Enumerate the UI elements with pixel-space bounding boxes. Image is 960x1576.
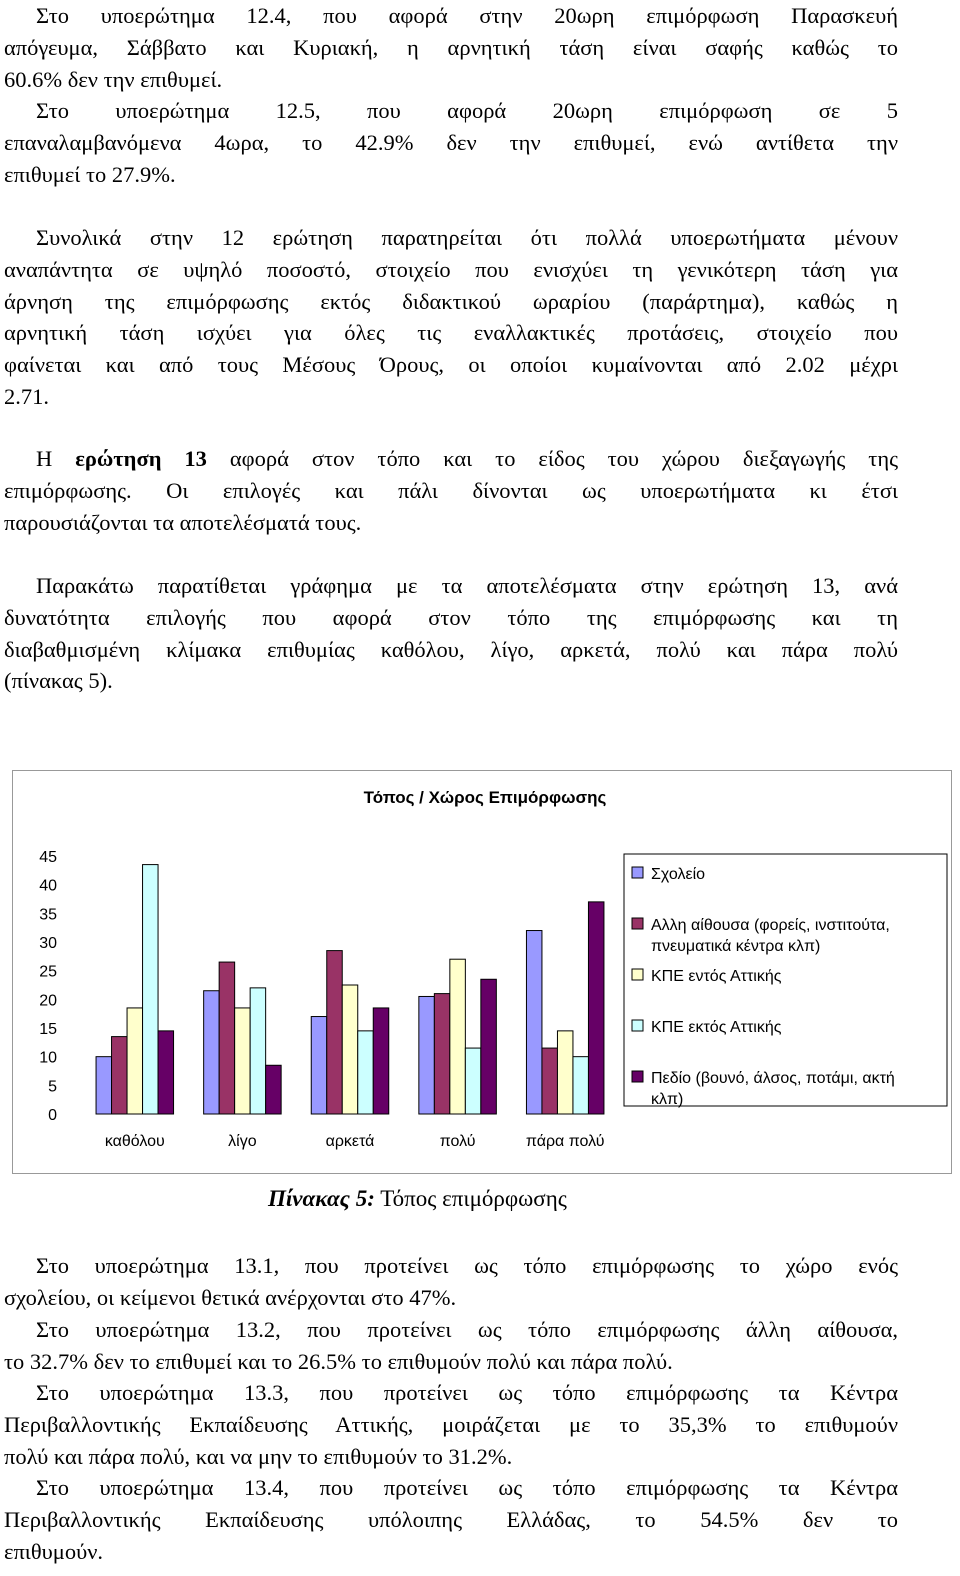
text-line: Παρακάτω παρατίθεται γράφημα με τα αποτελέσματα στην ερώτηση 13, ανά	[36, 573, 898, 598]
text-line: Στο υποερώτημα 13.3, που προτείνει ως τόπο επιμόρφωσης τα Κέντρα	[36, 1380, 898, 1405]
bar	[250, 988, 266, 1114]
text-line: Στο υποερώτημα 12.5, που αφορά 20ωρη επιμόρφωση σε 5	[36, 98, 898, 123]
bar	[450, 959, 466, 1114]
chart-title: Τόπος / Χώρος Επιμόρφωσης	[363, 788, 607, 807]
text-line: παρουσιάζονται τα αποτελέσματά τους.	[4, 509, 362, 535]
bar	[96, 1057, 112, 1114]
y-tick-label: 45	[39, 849, 57, 866]
bar-chart	[13, 771, 951, 1173]
bar	[526, 931, 542, 1114]
legend-swatch	[632, 918, 643, 929]
bar	[311, 1017, 327, 1114]
x-tick-label: αρκετά	[325, 1133, 375, 1150]
text-line: Στο υποερώτημα 13.2, που προτείνει ως τόπο επιμόρφωσης άλλη αίθουσα,	[36, 1317, 898, 1342]
text-line: 2.71.	[4, 383, 49, 409]
bold-text: ερώτηση 13	[75, 446, 207, 471]
text-line: Περιβαλλοντικής Εκπαίδευσης υπόλοιπης Ελλάδας, το 54.5% δεν το	[4, 1506, 898, 1532]
text-line: επιθυμούν.	[4, 1538, 104, 1564]
x-tick-label: πάρα πολύ	[525, 1133, 605, 1150]
legend-swatch	[632, 1020, 643, 1031]
x-tick-label: πολύ	[439, 1133, 476, 1150]
y-tick-label: 30	[39, 935, 57, 952]
legend-swatch	[632, 969, 643, 980]
bar	[127, 1008, 143, 1114]
bar	[588, 902, 604, 1114]
text-line: Η ερώτηση 13 αφορά στον τόπο και το είδος του χώρου διεξαγωγής της	[36, 446, 899, 471]
bar	[434, 994, 450, 1114]
y-tick-label: 10	[39, 1049, 57, 1067]
chart-frame	[12, 770, 952, 1174]
paragraph-12-4	[4, 0, 898, 95]
legend-label: Σχολείο	[651, 866, 706, 883]
legend-label: Πεδίο (βουνό, άλσος, ποτάμι, ακτή	[651, 1070, 895, 1087]
y-tick-label: 15	[39, 1021, 57, 1038]
text-line: άρνηση της επιμόρφωσης εκτός διδακτικού ωραρίου (παράρτημα), καθώς η	[4, 288, 898, 314]
legend-swatch	[632, 867, 643, 878]
y-tick-label: 20	[39, 992, 57, 1010]
bar	[219, 962, 235, 1114]
y-tick-label: 25	[39, 963, 57, 981]
legend-label: πνευματικά κέντρα κλπ)	[651, 938, 821, 955]
text-line: επιμόρφωσης. Οι επιλογές και πάλι δίνονται ως υποερωτήματα κι έτσι	[4, 477, 898, 503]
bar	[342, 985, 358, 1114]
paragraph-question-13	[4, 443, 898, 538]
table-caption	[268, 1186, 567, 1212]
text-line: Στο υποερώτημα 12.4, που αφορά στην 20ωρη επιμόρφωση Παρασκευή	[36, 3, 898, 28]
y-tick-label: 40	[39, 877, 57, 895]
text-line: επαναλαμβανόμενα 4ωρα, το 42.9% δεν την επιθυμεί, ενώ αντίθετα την	[4, 129, 898, 155]
caption-label: Πίνακας 5:	[268, 1186, 375, 1211]
text-line: Περιβαλλοντικής Εκπαίδευσης Αττικής, μοιράζεται με το 35,3% το επιθυμούν	[4, 1411, 898, 1437]
legend-swatch	[632, 1071, 643, 1082]
paragraph-13-4	[4, 1472, 898, 1567]
bar	[481, 979, 497, 1114]
text-line: φαίνεται και από τους Μέσους Όρους, οι οποίοι κυμαίνονται από 2.02 μέχρι	[4, 352, 898, 378]
text-line: αναπάντητα σε υψηλό ποσοστό, στοιχείο που ενισχύει τη γενικότερη τάση για	[4, 256, 898, 282]
bar	[235, 1008, 251, 1114]
y-tick-label: 5	[48, 1078, 57, 1096]
paragraph-summary-12	[4, 222, 898, 413]
bar	[327, 951, 343, 1114]
bar	[158, 1031, 174, 1114]
text-line: πολύ και πάρα πολύ, και να μην το επιθυμούν το 31.2%.	[4, 1443, 513, 1469]
bar	[358, 1031, 374, 1114]
paragraph-chart-intro	[4, 570, 898, 697]
paragraph-12-5	[4, 95, 898, 190]
paragraph-13-2	[4, 1314, 898, 1378]
text-line: αρνητική τάση ισχύει για όλες τις εναλλακτικές προτάσεις, στοιχείο που	[4, 320, 898, 346]
bar	[204, 991, 220, 1114]
y-tick-label: 0	[48, 1107, 57, 1124]
bar	[143, 865, 159, 1114]
y-tick-label: 35	[39, 906, 57, 924]
legend-label: ΚΠΕ εντός Αττικής	[651, 968, 782, 985]
paragraph-13-3	[4, 1377, 898, 1472]
bar	[573, 1057, 589, 1114]
legend-label: κλπ)	[651, 1091, 684, 1108]
text-line: επιθυμεί το 27.9%.	[4, 161, 176, 187]
bar	[542, 1048, 558, 1114]
legend-label: ΚΠΕ εκτός Αττικής	[651, 1019, 782, 1036]
text-line: απόγευμα, Σάββατο και Κυριακή, η αρνητική τάση είναι σαφής καθώς το	[4, 34, 898, 60]
legend-label: Αλλη αίθουσα (φορείς, ινστιτούτα,	[651, 917, 890, 934]
x-tick-label: λίγο	[228, 1133, 257, 1150]
paragraph-13-1	[4, 1250, 898, 1314]
text-line: Στο υποερώτημα 13.1, που προτείνει ως τόπο επιμόρφωσης το χώρο ενός	[36, 1253, 898, 1278]
text-line: (πίνακας 5).	[4, 668, 113, 694]
bar	[266, 1065, 282, 1114]
bar	[112, 1037, 128, 1114]
caption-text: Τόπος επιμόρφωσης	[374, 1186, 567, 1211]
text-line: διαβαθμισμένη κλίμακα επιθυμίας καθόλου, λίγο, αρκετά, πολύ και πάρα πολύ	[4, 636, 898, 662]
text-line: το 32.7% δεν το επιθυμεί και το 26.5% το επιθυμούν πολύ και πάρα πολύ.	[4, 1348, 673, 1374]
text-line: 60.6% δεν την επιθυμεί.	[4, 66, 223, 92]
bar	[373, 1008, 389, 1114]
text-line: δυνατότητα επιλογής που αφορά στον τόπο της επιμόρφωσης και τη	[4, 604, 898, 630]
bar	[419, 996, 435, 1114]
x-tick-label: καθόλου	[104, 1133, 165, 1150]
text-line: Συνολικά στην 12 ερώτηση παρατηρείται ότι πολλά υποερωτήματα μένουν	[36, 225, 898, 250]
text-line: Στο υποερώτημα 13.4, που προτείνει ως τόπο επιμόρφωσης τα Κέντρα	[36, 1475, 898, 1500]
bar	[557, 1031, 573, 1114]
bar	[465, 1048, 481, 1114]
text-line: σχολείου, οι κείμενοι θετικά ανέρχονται στο 47%.	[4, 1284, 457, 1310]
